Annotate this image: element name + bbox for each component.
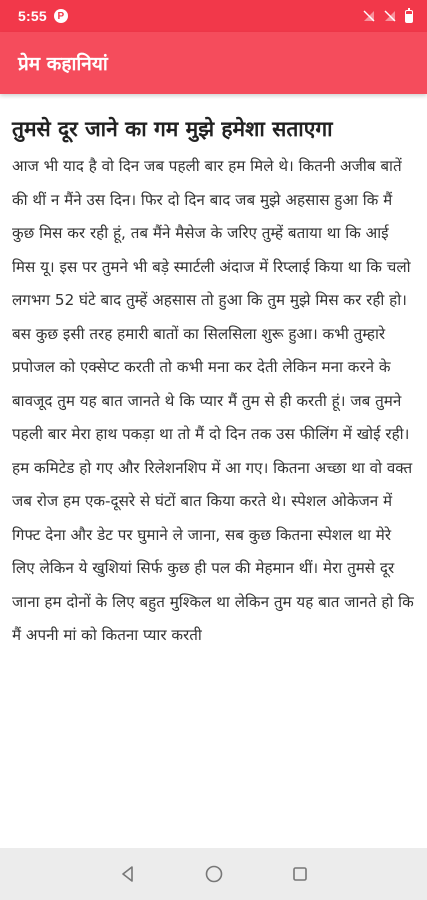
back-button[interactable] — [114, 860, 142, 888]
status-icons — [363, 10, 413, 23]
navigation-bar — [0, 848, 427, 900]
no-signal-icon — [384, 10, 396, 22]
home-button[interactable] — [200, 860, 228, 888]
battery-charging-icon — [405, 10, 413, 23]
status-time: 5:55 — [18, 8, 47, 24]
battery-level — [406, 14, 412, 22]
back-icon — [119, 865, 137, 883]
story-title: तुमसे दूर जाने का गम मुझे हमेशा सताएगा — [12, 117, 333, 141]
app-bar — [0, 32, 427, 94]
no-signal-icon — [363, 10, 375, 22]
app-notification-icon: P — [54, 9, 68, 23]
recents-button[interactable] — [286, 860, 314, 888]
app-title: प्रेम कहानियां — [18, 53, 108, 75]
home-icon — [204, 864, 224, 884]
story-content[interactable] — [0, 94, 427, 848]
story-body: आज भी याद है वो दिन जब पहली बार हम मिले थे। कितनी अजीब बातें की थीं न मैंने उस दिन। फिर दो दिन बाद जब मुझे अहसास हुआ कि मैं कुछ मिस कर रही हूं, तब मैंने मैसेज के जरिए तुम्हें बताया था कि आई मिस यू। इस पर तुमने भी बड़े स्मार्टली अंदाज में रिप्लाई किया था कि चलो लगभग 52 घंटे बाद तुम्हें अहसास तो हुआ कि तुम मुझे मिस कर रही हो। बस कुछ इसी तरह हमारी बातों का सिलसिला शुरू हुआ। कभी तुम्हारे प्रपोजल को एक्सेप्ट करती तो कभी मना कर देती लेकिन मना करने के बावजूद तुम यह बात जानते थे कि प्यार मैं तुम से ही करती हूं। जब तुमने पहली बार मेरा हाथ पकड़ा था तो मैं दो दिन तक उस फीलिंग में खोई रही। हम कमिटेड हो गए और रिलेशनशिप में आ गए। कितना अच्छा था वो वक्त जब रोज हम एक-दूसरे से घंटों बात किया करते थे। स्पेशल ओकेजन में गिफ्ट देना और डेट पर घुमाने ले जाना, सब कुछ कितना स्पेशल था मेरे लिए लेकिन ये खुशियां सिर्फ कुछ ही पल की मेहमान थीं। मेरा तुमसे दूर जाना हम दोनों के लिए बहुत मुश्किल था लेकिन तुम यह बात जानते हो कि मैं अपनी मां को कितना प्यार करती — [12, 157, 414, 644]
recents-icon — [291, 865, 309, 883]
status-bar — [0, 0, 427, 32]
